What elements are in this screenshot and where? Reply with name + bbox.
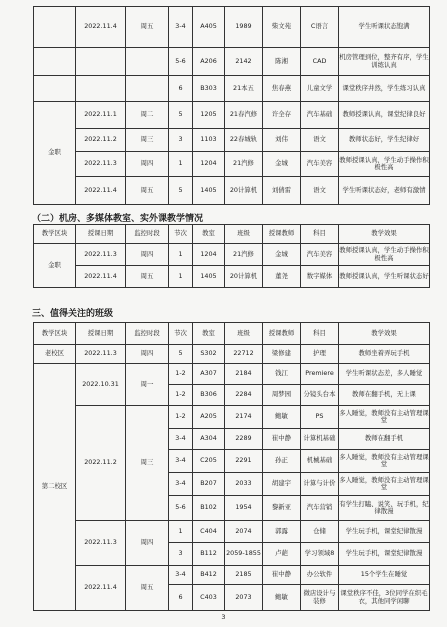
- class-cell: 2033: [225, 473, 263, 496]
- subject-cell: PS: [301, 406, 339, 429]
- period-cell: 1: [169, 521, 193, 543]
- period-cell: 1: [169, 244, 193, 266]
- column-header: 班级: [225, 323, 263, 345]
- teacher-cell: 鲍敏: [263, 585, 301, 611]
- class-cell: 2074: [225, 521, 263, 543]
- column-header: 教学效果: [339, 225, 430, 244]
- weekday-cell: 周五: [126, 177, 169, 205]
- column-header: 班级: [225, 225, 263, 244]
- teacher-cell: 郭露: [263, 521, 301, 543]
- effect-cell: 教师在翻手机: [339, 429, 430, 450]
- room-cell: A206: [193, 48, 225, 76]
- teacher-cell: 陈湘: [263, 48, 301, 76]
- room-cell: A205: [193, 406, 225, 429]
- class-cell: 21春汽修: [225, 102, 263, 129]
- teacher-cell: 刘伟: [263, 129, 301, 152]
- room-cell: 1204: [193, 244, 225, 266]
- effect-cell: 教师授课认真，学生动手操作积极性高: [339, 152, 430, 177]
- teacher-cell: 崔中静: [263, 429, 301, 450]
- subject-cell: 学习领域8: [301, 543, 339, 566]
- class-cell: 21汽修: [225, 244, 263, 266]
- period-cell: 3-4: [169, 450, 193, 473]
- room-cell: B112: [193, 543, 225, 566]
- room-cell: B207: [193, 473, 225, 496]
- date-cell: 2022.11.4: [76, 7, 126, 48]
- column-header: 授课日期: [76, 225, 126, 244]
- class-cell: 2291: [225, 450, 263, 473]
- room-cell: S302: [193, 345, 225, 364]
- table-row: [34, 177, 430, 205]
- class-cell: 2284: [225, 385, 263, 406]
- period-cell: 3-4: [169, 566, 193, 585]
- weekday-cell: 周四: [126, 244, 169, 266]
- class-cell: 22春城轨: [225, 129, 263, 152]
- date-cell: 2022.11.3: [76, 521, 126, 566]
- period-cell: 5-6: [169, 48, 193, 76]
- weekday-cell: 周二: [126, 102, 169, 129]
- effect-cell: 教师状态好，学生纪律好: [339, 129, 430, 152]
- table-row: [34, 406, 430, 429]
- effect-cell: 教师授课认真，学生动手操作积极性高: [339, 244, 430, 266]
- date-cell: 2022.11.3: [76, 244, 126, 266]
- table-header-row: [34, 323, 430, 345]
- teacher-cell: 董尧: [263, 266, 301, 288]
- period-cell: 1: [169, 266, 193, 288]
- period-cell: 5: [169, 102, 193, 129]
- effect-cell: 学生听课状态饱满: [339, 7, 430, 48]
- period-cell: 1-2: [169, 385, 193, 406]
- date-cell: 2022.11.4: [76, 177, 126, 205]
- column-header: 授课教师: [263, 323, 301, 345]
- column-header: 监控时段: [126, 323, 169, 345]
- effect-cell: 机房管理到位，整齐有序，学生训练认真: [339, 48, 430, 76]
- effect-cell: 有学生打瞌、说笑、玩手机，纪律散漫: [339, 496, 430, 521]
- date-cell: 2022.10.31: [76, 364, 126, 406]
- subject-cell: Premiere: [301, 364, 339, 385]
- teacher-cell: 金城: [263, 152, 301, 177]
- class-cell: 1954: [225, 496, 263, 521]
- class-cell: 2142: [225, 48, 263, 76]
- column-header: 监控时段: [126, 225, 169, 244]
- table-row: [34, 244, 430, 266]
- teacher-cell: 金城: [263, 244, 301, 266]
- column-header: 授课日期: [76, 323, 126, 345]
- subject-cell: 语文: [301, 129, 339, 152]
- date-cell: 2022.11.3: [76, 345, 126, 364]
- table-row: [34, 102, 430, 129]
- column-header: 教学区块: [34, 225, 76, 244]
- effect-cell: 15个学生在睡觉: [339, 566, 430, 585]
- weekday-cell: 周三: [126, 406, 169, 521]
- area-cell: 第二校区: [34, 364, 76, 611]
- date-cell: 2022.11.2: [76, 129, 126, 152]
- period-cell: 5-6: [169, 496, 193, 521]
- effect-cell: 教师坐着弄玩手机: [339, 345, 430, 364]
- class-cell: 20计算机: [225, 266, 263, 288]
- period-cell: 3: [169, 543, 193, 566]
- weekday-cell: 周五: [126, 566, 169, 611]
- section-3-title: 三、值得关注的班级: [32, 309, 114, 319]
- table-1: [33, 6, 430, 205]
- area-cell: 金职: [34, 102, 76, 205]
- class-cell: 20计算机: [225, 177, 263, 205]
- table-row: [34, 566, 430, 585]
- effect-cell: 多人睡觉，教师没有主动管理课堂: [339, 473, 430, 496]
- teacher-cell: 梁修建: [263, 345, 301, 364]
- room-cell: A304: [193, 429, 225, 450]
- weekday-cell: 周五: [126, 266, 169, 288]
- effect-cell: 课堂秩序不佳，3位同学在织毛衣，其他同学闲聊: [339, 585, 430, 611]
- teacher-cell: 许全存: [263, 102, 301, 129]
- subject-cell: 儿童文学: [301, 76, 339, 102]
- teacher-cell: 孙正: [263, 450, 301, 473]
- weekday-cell: 周一: [126, 364, 169, 406]
- effect-cell: 学生听课状态差，多人睡觉: [339, 364, 430, 385]
- class-cell: 1989: [225, 7, 263, 48]
- class-cell: 2184: [225, 364, 263, 385]
- period-cell: 1: [169, 152, 193, 177]
- table-row: [34, 129, 430, 152]
- period-cell: 6: [169, 76, 193, 102]
- column-header: 节次: [169, 225, 193, 244]
- table-row: [34, 266, 430, 288]
- effect-cell: 学生玩手机，课堂纪律散漫: [339, 521, 430, 543]
- page-number: 3: [221, 613, 226, 621]
- class-cell: 2073: [225, 585, 263, 611]
- teacher-cell: 钱江: [263, 364, 301, 385]
- column-header: 教室: [193, 225, 225, 244]
- effect-cell: 教师在翻手机，无上课: [339, 385, 430, 406]
- teacher-cell: 黎新亚: [263, 496, 301, 521]
- period-cell: 6: [169, 585, 193, 611]
- teacher-cell: 卢葩: [263, 543, 301, 566]
- table-row: [34, 7, 430, 48]
- column-header: 教室: [193, 323, 225, 345]
- period-cell: 3-4: [169, 429, 193, 450]
- table-row: [34, 76, 430, 102]
- subject-cell: 汽车营销: [301, 496, 339, 521]
- class-cell: 2059-1855: [225, 543, 263, 566]
- room-cell: A405: [193, 7, 225, 48]
- subject-cell: C语言: [301, 7, 339, 48]
- room-cell: 1405: [193, 177, 225, 205]
- subject-cell: 分镜头台本: [301, 385, 339, 406]
- teacher-cell: 柴文苑: [263, 7, 301, 48]
- column-header: 科目: [301, 225, 339, 244]
- subject-cell: 汽车美容: [301, 152, 339, 177]
- effect-cell: 多人睡觉，教师没有主动管理课堂: [339, 406, 430, 429]
- subject-cell: 机械基础: [301, 450, 339, 473]
- table-row: [34, 345, 430, 364]
- room-cell: C404: [193, 521, 225, 543]
- table-3: [33, 322, 430, 611]
- teacher-cell: 胡建宇: [263, 473, 301, 496]
- room-cell: 1205: [193, 102, 225, 129]
- teacher-cell: 崔中静: [263, 566, 301, 585]
- subject-cell: CAD: [301, 48, 339, 76]
- teacher-cell: 焦春燕: [263, 76, 301, 102]
- period-cell: 3-4: [169, 473, 193, 496]
- effect-cell: 课堂秩序井然，学生练习认真: [339, 76, 430, 102]
- class-cell: 2174: [225, 406, 263, 429]
- weekday-cell: 周四: [126, 521, 169, 566]
- subject-cell: 计算与计价: [301, 473, 339, 496]
- column-header: 科目: [301, 323, 339, 345]
- weekday-cell: 周五: [126, 7, 169, 48]
- teacher-cell: 鲍敏: [263, 406, 301, 429]
- period-cell: 1-2: [169, 364, 193, 385]
- period-cell: 5: [169, 345, 193, 364]
- subject-cell: 仓储: [301, 521, 339, 543]
- subject-cell: 计算机基础: [301, 429, 339, 450]
- column-header: 教学效果: [339, 323, 430, 345]
- period-cell: 3: [169, 129, 193, 152]
- teacher-cell: 周梦园: [263, 385, 301, 406]
- class-cell: 2289: [225, 429, 263, 450]
- room-cell: 1405: [193, 266, 225, 288]
- area-cell: 老校区: [34, 345, 76, 364]
- subject-cell: 汽车基础: [301, 102, 339, 129]
- table-row: [34, 364, 430, 385]
- column-header: 教学区块: [34, 323, 76, 345]
- column-header: 节次: [169, 323, 193, 345]
- subject-cell: 微店设计与装修: [301, 585, 339, 611]
- period-cell: 5: [169, 177, 193, 205]
- period-cell: 1-2: [169, 406, 193, 429]
- weekday-cell: 周三: [126, 129, 169, 152]
- weekday-cell: 周四: [126, 345, 169, 364]
- room-cell: B306: [193, 385, 225, 406]
- subject-cell: 护理: [301, 345, 339, 364]
- date-cell: 2022.11.4: [76, 566, 126, 611]
- room-cell: 1103: [193, 129, 225, 152]
- area-cell: 金职: [34, 244, 76, 288]
- room-cell: C403: [193, 585, 225, 611]
- room-cell: A307: [193, 364, 225, 385]
- effect-cell: 学生玩手机，课堂纪律散漫: [339, 543, 430, 566]
- table-row: [34, 48, 430, 76]
- table-2: [33, 224, 430, 288]
- teacher-cell: 刘倩雷: [263, 177, 301, 205]
- class-cell: 21汽修: [225, 152, 263, 177]
- room-cell: B102: [193, 496, 225, 521]
- date-cell: 2022.11.3: [76, 152, 126, 177]
- room-cell: B303: [193, 76, 225, 102]
- effect-cell: 多人睡觉，教师没有主动管理课堂: [339, 450, 430, 473]
- effect-cell: 学生听课状态好，老师有激情: [339, 177, 430, 205]
- date-cell: 2022.11.4: [76, 266, 126, 288]
- table-row: [34, 521, 430, 543]
- table-header-row: [34, 225, 430, 244]
- room-cell: C205: [193, 450, 225, 473]
- subject-cell: 办公软件: [301, 566, 339, 585]
- effect-cell: 教师授课认真，学生听课状态好: [339, 266, 430, 288]
- subject-cell: 数字媒体: [301, 266, 339, 288]
- class-cell: 22712: [225, 345, 263, 364]
- date-cell: 2022.11.2: [76, 406, 126, 521]
- table-row: [34, 152, 430, 177]
- date-cell: 2022.11.1: [76, 102, 126, 129]
- room-cell: B412: [193, 566, 225, 585]
- period-cell: 3-4: [169, 7, 193, 48]
- section-2-title: （二）机房、多媒体教室、实外课教学情况: [32, 214, 204, 224]
- effect-cell: 教师授课认真，课堂纪律良好: [339, 102, 430, 129]
- column-header: 授课教师: [263, 225, 301, 244]
- weekday-cell: 周四: [126, 152, 169, 177]
- class-cell: 21本五: [225, 76, 263, 102]
- room-cell: 1204: [193, 152, 225, 177]
- subject-cell: 语文: [301, 177, 339, 205]
- class-cell: 2185: [225, 566, 263, 585]
- subject-cell: 汽车美容: [301, 244, 339, 266]
